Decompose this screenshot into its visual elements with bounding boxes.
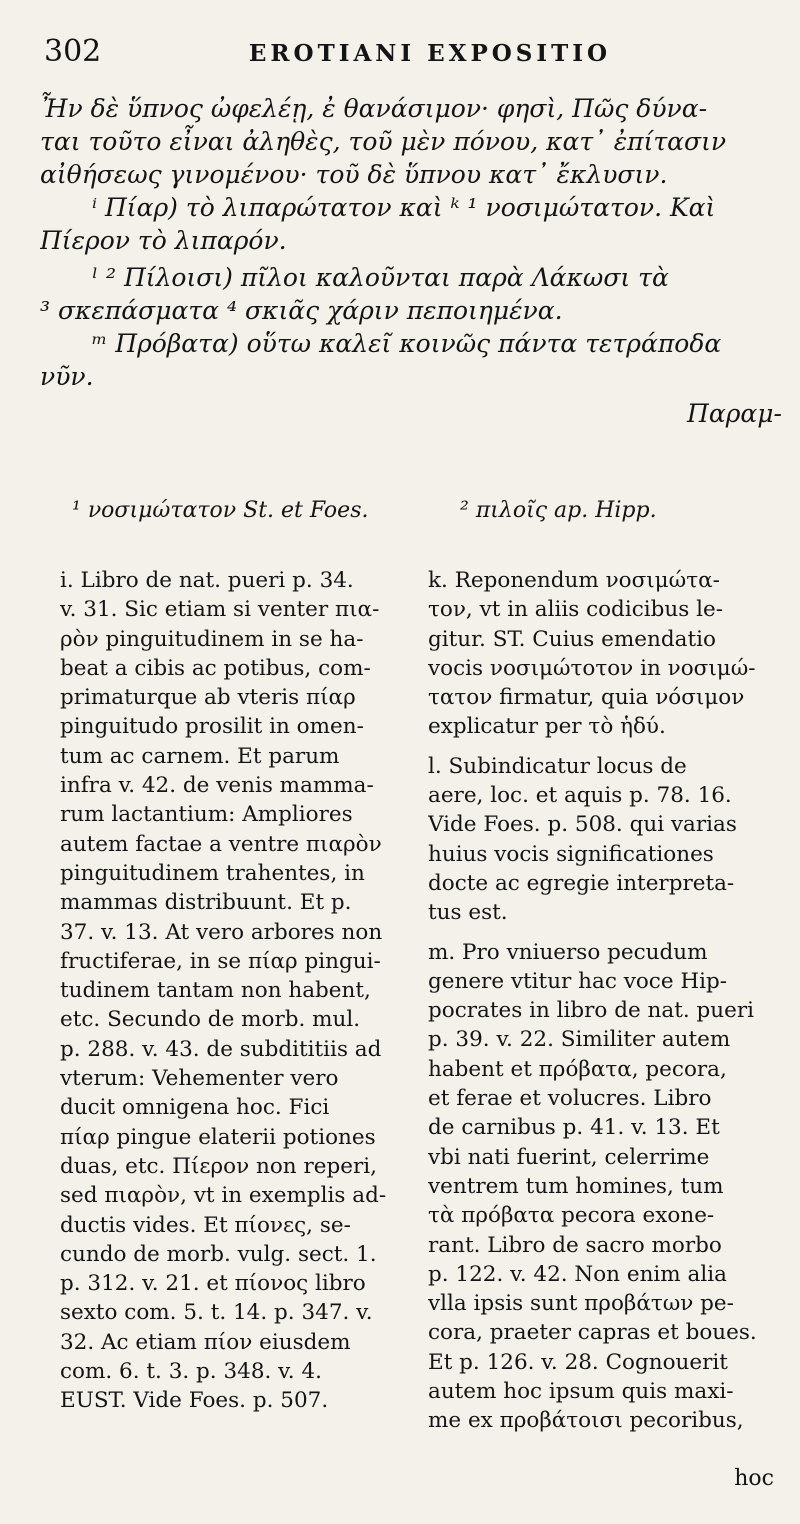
commentary-line: tudinem tantam non habent, (60, 978, 371, 1004)
main-text-line: Ἦν δὲ ὕπνος ὠφελέῃ, ἐ θανάσιμον· φησὶ, Πῶς δύνα- (40, 94, 708, 123)
commentary-line: πίαρ pingue elaterii potiones (60, 1124, 376, 1150)
main-text-line: Πίερον τὸ λιπαρόν. (40, 226, 287, 255)
commentary-line: 37. v. 13. At vero arbores non (60, 919, 383, 945)
catchword: hoc (734, 1466, 774, 1491)
commentary-line: docte ac egregie interpreta- (428, 870, 735, 896)
commentary-line: rum lactantium: Ampliores (60, 802, 353, 828)
commentary-line: EUST. Vide Foes. p. 507. (60, 1388, 329, 1414)
commentary-line: k. Reponendum νοσιμώτα- (428, 568, 720, 593)
commentary-line: primaturque ab vteris πίαρ (60, 685, 356, 711)
main-text-line: αἰθήσεως γινομένου· τοῦ δὲ ὕπνου κατ᾽ ἔκλυσιν. (40, 160, 668, 189)
commentary-line: ρὸν pinguitudinem in se ha- (60, 626, 364, 652)
commentary-line: cora, praeter capras et boues. (428, 1320, 757, 1346)
commentary-line: me ex προβάτοισι pecoribus, (428, 1408, 744, 1434)
page-number: 302 (44, 34, 102, 69)
commentary-line: beat a cibis ac potibus, com- (60, 655, 371, 681)
commentary-line: gitur. ST. Cuius emendatio (428, 626, 716, 652)
commentary-line: τὰ πρόβατα pecora exone- (428, 1203, 715, 1229)
apparatus-note-1: ¹ νοσιμώτατον St. et Foes. (72, 498, 369, 523)
commentary-line: p. 122. v. 42. Non enim alia (428, 1261, 727, 1287)
commentary-line: ventrem tum homines, tum (428, 1173, 724, 1199)
commentary-line: tum ac carnem. Et parum (60, 743, 340, 769)
main-text-line: ται τοῦτο εἶναι ἀληθὲς, τοῦ μὲν πόνου, κατ᾽ ἐπίτασιν (40, 127, 727, 156)
commentary-line: etc. Secundo de morb. mul. (60, 1007, 361, 1033)
commentary-line: explicatur per τὸ ἡδύ. (428, 714, 666, 740)
commentary-line: de carnibus p. 41. v. 13. Et (428, 1115, 720, 1141)
commentary-line: com. 6. t. 3. p. 348. v. 4. (60, 1359, 322, 1385)
commentary-line: τον, vt in aliis codicibus le- (428, 597, 723, 623)
commentary-line: i. Libro de nat. pueri p. 34. (60, 568, 354, 593)
paragraph-gap (428, 742, 786, 752)
commentary-line: autem hoc ipsum quis maxi- (428, 1379, 734, 1405)
commentary-line: genere vtitur hac voce Hip- (428, 968, 728, 994)
commentary-line: pocrates in libro de nat. pueri (428, 998, 754, 1024)
commentary-line: vbi nati fuerint, celerrime (428, 1144, 710, 1170)
critical-apparatus (40, 498, 782, 532)
apparatus-note-2: ² πιλοῖς ap. Hipp. (460, 498, 657, 523)
commentary-line: habent et πρόβατα, pecora, (428, 1056, 727, 1082)
running-title: EROTIANI EXPOSITIO (248, 40, 612, 67)
main-text-line: ³ σκεπάσματα ⁴ σκιᾶς χάριν πεποιημένα. (40, 296, 563, 325)
commentary-line: aere, loc. et aquis p. 78. 16. (428, 783, 732, 809)
commentary-line: ductis vides. Et πίονες, se- (60, 1212, 351, 1238)
commentary-line: pinguitudo prosilit in omen- (60, 714, 364, 740)
commentary-line: sexto com. 5. t. 14. p. 347. v. (60, 1300, 373, 1326)
commentary-line: vlla ipsis sunt προβάτων pe- (428, 1291, 734, 1317)
commentary-line: m. Pro vniuerso pecudum (428, 939, 708, 965)
commentary-line: v. 31. Sic etiam si venter πια- (60, 597, 380, 623)
main-text-line: ⁱ Πίαρ) τὸ λιπαρώτατον καὶ ᵏ ¹ νοσιμώτατον. Καὶ (92, 193, 716, 222)
main-greek-text (40, 92, 782, 430)
commentary-line: mammas distribuunt. Et p. (60, 890, 352, 916)
commentary-line: p. 39. v. 22. Similiter autem (428, 1027, 731, 1053)
commentary-line: huius vocis significationes (428, 841, 714, 867)
commentary-line: τατον firmatur, quia νόσιμον (428, 685, 745, 711)
commentary-line: p. 288. v. 43. de subdititiis ad (60, 1036, 382, 1062)
commentary-line: l. Subindicatur locus de (428, 753, 687, 779)
commentary-line: cundo de morb. vulg. sect. 1. (60, 1241, 377, 1267)
commentary-line: tus est. (428, 900, 508, 926)
commentary-right-column (428, 566, 786, 1436)
commentary-line: fructiferae, in se πίαρ pingui- (60, 948, 381, 974)
commentary-line: pinguitudinem trahentes, in (60, 860, 365, 886)
page-header (40, 34, 780, 74)
commentary-line: vocis νοσιμώτοτον in νοσιμώ- (428, 655, 756, 681)
commentary-line: Et p. 126. v. 28. Cognouerit (428, 1349, 728, 1375)
commentary-line: ducit omnigena hoc. Fici (60, 1095, 330, 1121)
commentary-line: p. 312. v. 21. et πίονος libro (60, 1271, 366, 1297)
main-text-line: ˡ ² Πίλοισι) πῖλοι καλοῦνται παρὰ Λάκωσι τὰ (92, 263, 669, 292)
main-text-line: Παραμ- (687, 399, 782, 428)
commentary-line: Vide Foes. p. 508. qui varias (428, 812, 737, 838)
paragraph-gap (428, 928, 786, 938)
main-text-line: νῦν. (40, 362, 94, 391)
main-text-line: ᵐ Πρόβατα) οὕτω καλεῖ κοινῶς πάντα τετράποδα (92, 329, 722, 358)
commentary-line: rant. Libro de sacro morbo (428, 1232, 722, 1258)
commentary-line: infra v. 42. de venis mamma- (60, 773, 374, 799)
commentary-line: 32. Ac etiam πίον eiusdem (60, 1329, 351, 1355)
commentary-line: vterum: Vehementer vero (60, 1066, 339, 1092)
commentary-line: et ferae et volucres. Libro (428, 1086, 712, 1112)
commentary-line: duas, etc. Πίερον non reperi, (60, 1153, 377, 1179)
commentary-left-column (60, 566, 418, 1416)
commentary-line: sed πιαρὸν, vt in exemplis ad- (60, 1183, 387, 1209)
commentary-line: autem factae a ventre πιαρὸν (60, 831, 382, 857)
